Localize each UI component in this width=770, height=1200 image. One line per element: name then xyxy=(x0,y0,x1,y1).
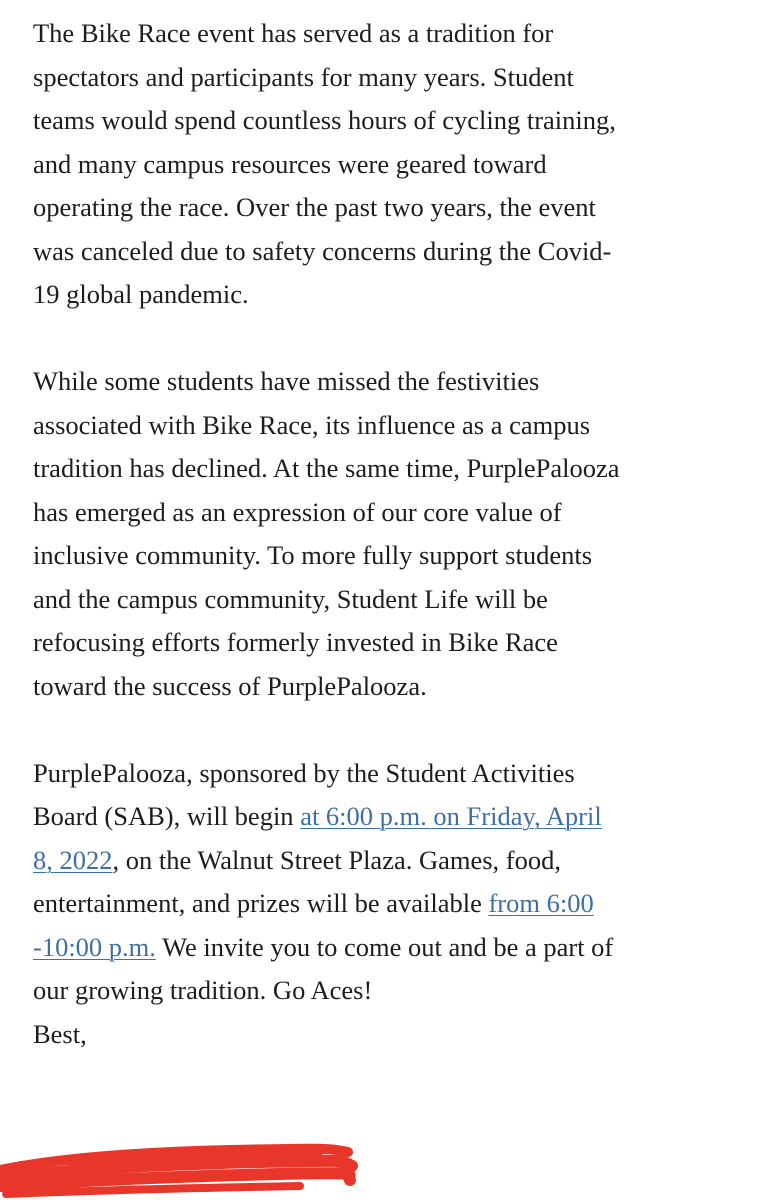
text-line: teams would spend countless hours of cycling training, xyxy=(33,105,616,135)
text-line: was canceled due to safety concerns during the Covid- xyxy=(33,235,612,266)
text-line: tradition has declined. At the same time, PurplePalooza xyxy=(33,453,620,483)
text-line: our growing tradition. Go Aces! xyxy=(33,975,373,1005)
text-line: PurplePalooza, sponsored by the Student Activities xyxy=(33,757,575,788)
text-line xyxy=(33,882,753,926)
text-line: The Bike Race event has served as a tradition for xyxy=(33,18,554,48)
text-line: and many campus resources were geared toward xyxy=(33,148,547,179)
text-segment: Board (SAB), will begin xyxy=(33,801,301,831)
paragraph-bike-race-history xyxy=(33,12,753,317)
text-line xyxy=(33,839,753,883)
text-line xyxy=(33,926,753,970)
text-line: toward the success of PurplePalooza. xyxy=(33,670,427,701)
event-time-link-continued[interactable]: -10:00 p.m. xyxy=(33,931,156,962)
text-segment: We invite you to come out and be a part of xyxy=(155,931,614,962)
text-line: and the campus community, Student Life will be xyxy=(33,583,548,614)
event-date-link[interactable]: at 6:00 p.m. on Friday, April xyxy=(300,801,602,831)
paragraph-spacer xyxy=(33,708,753,752)
text-line: inclusive community. To more fully support students xyxy=(33,540,593,570)
text-line: associated with Bike Race, its influence as a campus xyxy=(33,409,591,440)
signature-redaction-scribble xyxy=(0,1130,370,1200)
text-line: 19 global pandemic. xyxy=(33,279,249,309)
text-line xyxy=(33,795,753,839)
text-line: refocusing efforts formerly invested in Bike Race xyxy=(33,627,558,657)
paragraph-event-details xyxy=(33,752,753,1013)
text-line: While some students have missed the festivities xyxy=(33,366,540,396)
text-segment: , on the Walnut Street Plaza. Games, food, xyxy=(112,844,562,875)
email-body xyxy=(33,12,753,1056)
event-time-link[interactable]: from 6:00 xyxy=(488,888,594,918)
text-line: has emerged as an expression of our core value of xyxy=(33,496,562,527)
text-line: spectators and participants for many years. Student xyxy=(33,61,574,92)
text-line: operating the race. Over the past two years, the event xyxy=(33,192,596,222)
text-segment: entertainment, and prizes will be available xyxy=(33,888,489,918)
paragraph-spacer xyxy=(33,317,753,361)
closing-salutation: Best, xyxy=(33,1018,87,1049)
paragraph-purplepalooza-refocus xyxy=(33,360,753,708)
event-date-link-continued[interactable]: 8, 2022 xyxy=(33,844,113,875)
